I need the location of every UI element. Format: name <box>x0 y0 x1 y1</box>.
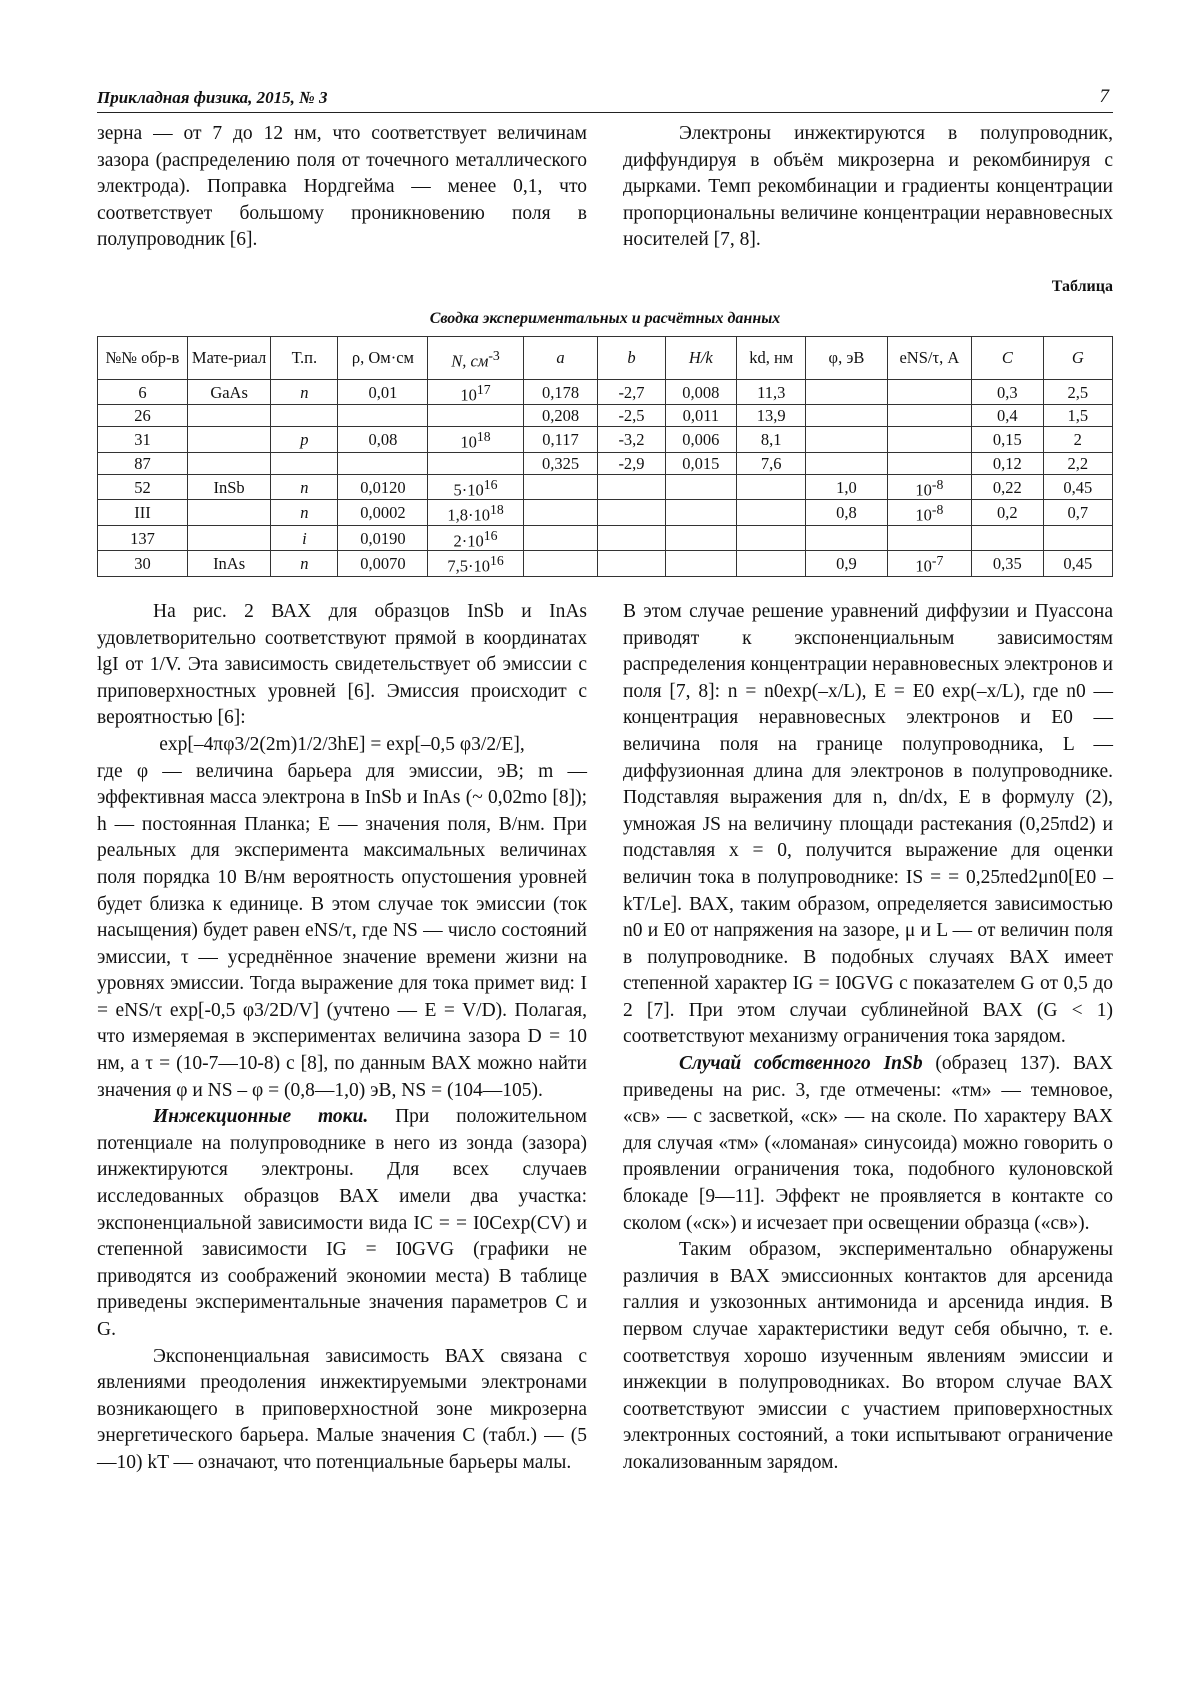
table-cell-g: 2,2 <box>1043 452 1112 474</box>
paragraph: где φ — величина барьера для эмиссии, эВ; m — эффективная масса электрона в InSb и InAs (~ 0,02mo [8]); h — постоянная Планка; E — значения поля, В/нм. При реальных для эксперимента максимальных величинах поля порядка 10 В/нм вероятность опустошения уровней будет близка к единице. В этом случае ток эмиссии (ток насыщения) будет равен eNS/τ, где NS — число состояний эмиссии, τ — усреднённое значение времени жизни на уровнях эмиссии. Тогда выражение для тока примет вид: I = eNS/τ exp[-0,5 φ3/2D/V] (учтено — E = V/D). Полагая, что измеряемая в экспериментах величина зазора D = 10 нм, а τ = (10-7—10-8) с [8], по данным ВАХ можно найти значения φ и NS – φ = (0,8—1,0) эВ, NS = (104—105). <box>97 760 587 1101</box>
table-cell-sample: 87 <box>98 452 188 474</box>
table-header-row <box>98 336 1113 379</box>
table-cell-a <box>523 474 598 500</box>
table-cell-n: $10^{17}$ <box>428 379 523 405</box>
table-cell-a: 0,117 <box>523 427 598 453</box>
table-cell-hk: 0,011 <box>665 405 736 427</box>
table-row <box>98 500 1113 526</box>
header-material: Мате-риал <box>187 336 270 379</box>
formula: exp[–4πφ3/2(2m)1/2/3hE] = exp[–0,5 φ3/2/E], <box>159 733 525 755</box>
table-cell-c: 0,4 <box>972 405 1043 427</box>
table-cell-b <box>598 500 665 526</box>
table-cell-sample: III <box>98 500 188 526</box>
table-row <box>98 551 1113 577</box>
header-rho: ρ, Ом·см <box>338 336 428 379</box>
table-cell-sample: 26 <box>98 405 188 427</box>
header-type: Т.п. <box>271 336 338 379</box>
top-right-column <box>623 121 1113 254</box>
page-number: 7 <box>1099 86 1109 107</box>
table-row <box>98 452 1113 474</box>
table-cell-b <box>598 525 665 551</box>
table-cell-kd: 11,3 <box>737 379 806 405</box>
table-title: Сводка экспериментальных и расчётных данных <box>429 309 781 327</box>
table-cell-b <box>598 551 665 577</box>
table-cell-material <box>187 500 270 526</box>
table-cell-n: $1,8\cdot 10^{18}$ <box>428 500 523 526</box>
table-cell-kd: 7,6 <box>737 452 806 474</box>
table-cell-n <box>428 452 523 474</box>
header-c: C <box>972 336 1043 379</box>
header-b: b <box>598 336 665 379</box>
table-cell-phi <box>806 427 887 453</box>
table-cell-material <box>187 452 270 474</box>
table-cell-sample: 52 <box>98 474 188 500</box>
table-cell-sample: 30 <box>98 551 188 577</box>
table-cell-b: -2,7 <box>598 379 665 405</box>
table-row <box>98 379 1113 405</box>
table-cell-g: 0,45 <box>1043 551 1112 577</box>
table-cell-hk: 0,015 <box>665 452 736 474</box>
table-cell-b: -3,2 <box>598 427 665 453</box>
table-cell-phi <box>806 525 887 551</box>
table-cell-n: $5\cdot 10^{16}$ <box>428 474 523 500</box>
paragraph: Экспоненциальная зависимость ВАХ связана с явлениями преодоления инжектируемыми электронами возникающего в приповерхностной зоне микрозерна энергетического барьера. Малые значения C (табл.) — (5—10) kT — означают, что потенциальные барьеры малы. <box>97 1345 587 1473</box>
table-cell-ens <box>887 379 971 405</box>
table-cell-type <box>271 452 338 474</box>
table-cell-b <box>598 474 665 500</box>
table-cell-c: 0,2 <box>972 500 1043 526</box>
header-a: a <box>523 336 598 379</box>
table-cell-type: i <box>271 525 338 551</box>
table-cell-a <box>523 500 598 526</box>
paragraph: зерна — от 7 до 12 нм, что соответствует величинам зазора (распределению поля от точечного металлического электрода). Поправка Нордгейма — менее 0,1, что соответствует большому проникновению поля в полупроводник [6]. <box>97 123 587 251</box>
table-cell-n: $10^{18}$ <box>428 427 523 453</box>
top-left-column <box>97 121 587 254</box>
table-row <box>98 427 1113 453</box>
header-sample: №№ обр-в <box>98 336 188 379</box>
table-cell-phi: 1,0 <box>806 474 887 500</box>
header-ens: eNS/τ, А <box>887 336 971 379</box>
table-cell-g: 0,45 <box>1043 474 1112 500</box>
table-cell-material: InAs <box>187 551 270 577</box>
left-column <box>97 599 587 1477</box>
table-cell-n: $2\cdot 10^{16}$ <box>428 525 523 551</box>
table-cell-type <box>271 405 338 427</box>
table-cell-a <box>523 525 598 551</box>
table-cell-type: n <box>271 474 338 500</box>
table-cell-c: 0,12 <box>972 452 1043 474</box>
right-column <box>623 599 1113 1477</box>
table-cell-c: 0,15 <box>972 427 1043 453</box>
table-cell-ens <box>887 525 971 551</box>
table-cell-hk <box>665 551 736 577</box>
paragraph: На рис. 2 ВАХ для образцов InSb и InAs удовлетворительно соответствуют прямой в координатах lgI от 1/V. Эта зависимость свидетельствует об эмиссии с приповерхностных уровней [6]. Эмиссия происходит с вероятностью [6]: <box>97 600 587 729</box>
journal-title: Прикладная физика, 2015, № 3 <box>97 88 328 107</box>
table-cell-rho: 0,0070 <box>338 551 428 577</box>
table-cell-hk <box>665 474 736 500</box>
table-cell-rho: 0,0120 <box>338 474 428 500</box>
table-cell-g: 1,5 <box>1043 405 1112 427</box>
data-table <box>97 336 1113 577</box>
table-cell-type: p <box>271 427 338 453</box>
table-cell-ens <box>887 427 971 453</box>
top-columns <box>97 121 1113 254</box>
table-row <box>98 474 1113 500</box>
table-cell-phi: 0,8 <box>806 500 887 526</box>
table-cell-material <box>187 525 270 551</box>
table-cell-hk <box>665 500 736 526</box>
table-cell-c: 0,22 <box>972 474 1043 500</box>
table-cell-material <box>187 427 270 453</box>
table-cell-rho <box>338 405 428 427</box>
header-kd: kd, нм <box>737 336 806 379</box>
section-heading: Случай собственного InSb <box>679 1053 923 1075</box>
paragraph: Таким образом, экспериментально обнаружены различия в ВАХ эмиссионных контактов для арсенида галлия и узкозонных антимонида и арсенида индия. В первом случае характеристики ведут себя обычно, т. е. соответствуя хорошо изученным явлениям эмиссии и инжекции в полупроводниках. Во втором случае ВАХ соответствуют эмиссии с участием приповерхностных электронных состояний, а токи испытывают ограничение локализованным зарядом. <box>623 1239 1113 1473</box>
table-cell-material <box>187 405 270 427</box>
table-cell-type: n <box>271 551 338 577</box>
paragraph: Инжекционные токи. При положительном потенциале на полупроводнике в него из зонда (зазора) инжектируются электроны. Для всех случаев исследованных образцов ВАХ имели два участка: экспоненциальной зависимости вида IC = = I0Cexp(CV) и степенной зависимости IG = I0GVG (графики не приводятся из соображений экономии места) В таблице приведены экспериментальные значения параметров C и G. <box>97 1106 587 1340</box>
table-cell-b: -2,9 <box>598 452 665 474</box>
table-cell-rho: 0,0190 <box>338 525 428 551</box>
page <box>97 86 1113 1477</box>
table-cell-n: $7,5\cdot 10^{16}$ <box>428 551 523 577</box>
table-cell-sample: 31 <box>98 427 188 453</box>
main-columns <box>97 599 1113 1477</box>
table-cell-c <box>972 525 1043 551</box>
table-cell-hk <box>665 525 736 551</box>
header-hk: H/k <box>665 336 736 379</box>
table-cell-rho: 0,0002 <box>338 500 428 526</box>
table-cell-a: 0,178 <box>523 379 598 405</box>
table-cell-rho <box>338 452 428 474</box>
table-cell-kd <box>737 474 806 500</box>
table-cell-sample: 6 <box>98 379 188 405</box>
table-cell-n <box>428 405 523 427</box>
table-cell-hk: 0,008 <box>665 379 736 405</box>
table-cell-b: -2,5 <box>598 405 665 427</box>
table-cell-a: 0,325 <box>523 452 598 474</box>
header-phi: φ, эВ <box>806 336 887 379</box>
table-cell-ens <box>887 405 971 427</box>
table-cell-kd: 13,9 <box>737 405 806 427</box>
table-cell-ens: $10^{-7}$ <box>887 551 971 577</box>
table-cell-phi <box>806 405 887 427</box>
table-cell-ens: $10^{-8}$ <box>887 474 971 500</box>
table-cell-phi <box>806 452 887 474</box>
table-row <box>98 405 1113 427</box>
table-cell-hk: 0,006 <box>665 427 736 453</box>
table-cell-kd <box>737 551 806 577</box>
table-cell-phi: 0,9 <box>806 551 887 577</box>
paragraph: Электроны инжектируются в полупроводник, диффундируя в объём микрозерна и рекомбинируя с дырками. Темп рекомбинации и градиенты концентрации пропорциональны величине концентрации неравновесных носителей [7, 8]. <box>623 123 1113 251</box>
table-cell-ens <box>887 452 971 474</box>
running-header <box>97 86 1113 113</box>
paragraph: Случай собственного InSb (образец 137). ВАХ приведены на рис. 3, где отмечены: «тм» — темновое, «св» — с засветкой, «ск» — на сколе. По характеру ВАХ для случая «тм» («ломаная» синусоида) можно говорить о проявлении ограничения тока, подобного кулоновской блокаде [9—11]. Эффект не проявляется в контакте со сколом («ск») и исчезает при освещении образца («св»). <box>623 1053 1113 1234</box>
table-cell-material: GaAs <box>187 379 270 405</box>
table-cell-sample: 137 <box>98 525 188 551</box>
table-cell-a: 0,208 <box>523 405 598 427</box>
header-n: N, $см^{-3}$ <box>428 336 523 379</box>
table-cell-c: 0,35 <box>972 551 1043 577</box>
table-cell-kd: 8,1 <box>737 427 806 453</box>
table-cell-kd <box>737 525 806 551</box>
table-cell-rho: 0,08 <box>338 427 428 453</box>
table-cell-material: InSb <box>187 474 270 500</box>
table-row <box>98 525 1113 551</box>
table-cell-g <box>1043 525 1112 551</box>
table-cell-g: 2 <box>1043 427 1112 453</box>
table-cell-rho: 0,01 <box>338 379 428 405</box>
table-cell-g: 2,5 <box>1043 379 1112 405</box>
paragraph: В этом случае решение уравнений диффузии и Пуассона приводят к экспоненциальным зависимостям распределения концентрации неравновесных электронов и поля [7, 8]: n = n0exp(–x/L), E = E0 exp(–x/L), где n0 — концентрация неравновесных электронов и E0 — величина поля на границе полупроводника, L — диффузионная длина для электронов в полупроводнике. Подставляя выражения для n, dn/dx, E в формулу (2), умножая JS на величину площади растекания (0,25πd2) и подставляя x = 0, получится выражение для оценки величин тока в полупроводнике: IS = = 0,25πed2μn0[E0 – kT/Le]. ВАХ, таким образом, определяется зависимостью n0 и E0 от напряжения на зазоре, μ и L — от величин поля в полупроводнике. В подобных случаях ВАХ имеет степенной характер IG = I0GVG с показателем G от 0,5 до 2 [7]. При этом случаи сублинейной ВАХ (G < 1) соответствуют механизму ограничения тока зарядом. <box>623 600 1113 1048</box>
table-cell-type: n <box>271 500 338 526</box>
table-cell-type: n <box>271 379 338 405</box>
table-cell-ens: $10^{-8}$ <box>887 500 971 526</box>
table-cell-a <box>523 551 598 577</box>
table-label: Таблица <box>1051 277 1113 295</box>
header-g: G <box>1043 336 1112 379</box>
table-cell-phi <box>806 379 887 405</box>
section-heading: Инжекционные токи. <box>153 1106 369 1128</box>
table-cell-g: 0,7 <box>1043 500 1112 526</box>
table-body <box>98 379 1113 576</box>
table-cell-kd <box>737 500 806 526</box>
table-cell-c: 0,3 <box>972 379 1043 405</box>
